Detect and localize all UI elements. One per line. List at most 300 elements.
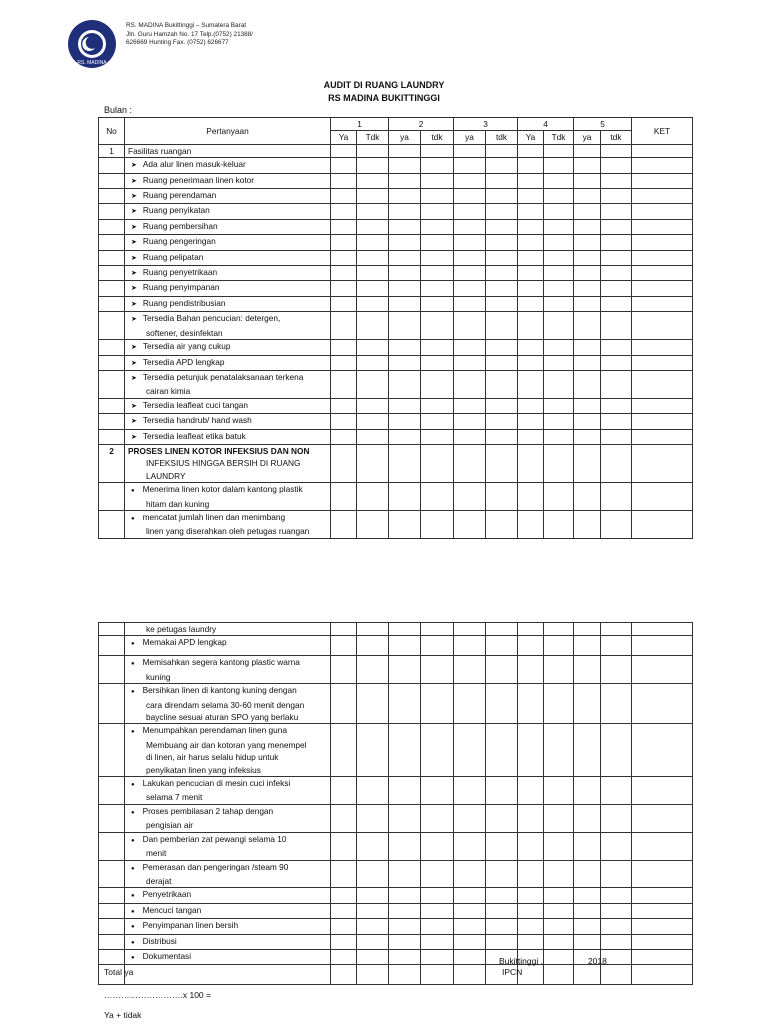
answer-cell[interactable] — [518, 158, 544, 173]
answer-cell[interactable] — [518, 483, 544, 511]
answer-cell[interactable] — [454, 189, 486, 204]
ket-cell[interactable] — [632, 965, 693, 985]
answer-cell[interactable] — [357, 296, 389, 311]
answer-cell[interactable] — [454, 934, 486, 949]
answer-cell[interactable] — [357, 623, 389, 636]
answer-cell[interactable] — [331, 949, 357, 964]
answer-cell[interactable] — [574, 919, 601, 934]
answer-cell[interactable] — [331, 235, 357, 250]
ket-cell[interactable] — [632, 724, 693, 777]
answer-cell[interactable] — [574, 398, 601, 413]
answer-cell[interactable] — [389, 510, 421, 538]
answer-cell[interactable] — [601, 444, 632, 482]
answer-cell[interactable] — [518, 919, 544, 934]
ket-cell[interactable] — [632, 235, 693, 250]
answer-cell[interactable] — [454, 204, 486, 219]
answer-cell[interactable] — [486, 189, 518, 204]
answer-cell[interactable] — [601, 483, 632, 511]
answer-cell[interactable] — [389, 860, 421, 888]
answer-cell[interactable] — [454, 144, 486, 157]
answer-cell[interactable] — [601, 888, 632, 903]
answer-cell[interactable] — [357, 204, 389, 219]
ket-cell[interactable] — [632, 281, 693, 296]
answer-cell[interactable] — [574, 623, 601, 636]
answer-cell[interactable] — [454, 398, 486, 413]
answer-cell[interactable] — [331, 429, 357, 444]
answer-cell[interactable] — [544, 355, 574, 370]
answer-cell[interactable] — [544, 235, 574, 250]
answer-cell[interactable] — [574, 235, 601, 250]
answer-cell[interactable] — [357, 189, 389, 204]
answer-cell[interactable] — [454, 510, 486, 538]
answer-cell[interactable] — [601, 312, 632, 340]
answer-cell[interactable] — [518, 144, 544, 157]
answer-cell[interactable] — [486, 684, 518, 724]
answer-cell[interactable] — [601, 414, 632, 429]
answer-cell[interactable] — [421, 444, 454, 482]
answer-cell[interactable] — [331, 860, 357, 888]
answer-cell[interactable] — [421, 312, 454, 340]
answer-cell[interactable] — [574, 250, 601, 265]
answer-cell[interactable] — [331, 204, 357, 219]
answer-cell[interactable] — [454, 235, 486, 250]
answer-cell[interactable] — [331, 724, 357, 777]
answer-cell[interactable] — [486, 173, 518, 188]
answer-cell[interactable] — [389, 355, 421, 370]
answer-cell[interactable] — [389, 250, 421, 265]
answer-cell[interactable] — [357, 281, 389, 296]
answer-cell[interactable] — [601, 724, 632, 777]
answer-cell[interactable] — [331, 370, 357, 398]
answer-cell[interactable] — [518, 355, 544, 370]
answer-cell[interactable] — [389, 312, 421, 340]
answer-cell[interactable] — [331, 888, 357, 903]
answer-cell[interactable] — [601, 355, 632, 370]
answer-cell[interactable] — [601, 204, 632, 219]
answer-cell[interactable] — [389, 949, 421, 964]
answer-cell[interactable] — [331, 444, 357, 482]
answer-cell[interactable] — [421, 934, 454, 949]
answer-cell[interactable] — [357, 636, 389, 656]
answer-cell[interactable] — [454, 903, 486, 918]
answer-cell[interactable] — [357, 919, 389, 934]
answer-cell[interactable] — [357, 414, 389, 429]
answer-cell[interactable] — [357, 144, 389, 157]
answer-cell[interactable] — [389, 266, 421, 281]
ket-cell[interactable] — [632, 623, 693, 636]
answer-cell[interactable] — [331, 340, 357, 355]
answer-cell[interactable] — [357, 724, 389, 777]
answer-cell[interactable] — [544, 266, 574, 281]
answer-cell[interactable] — [421, 266, 454, 281]
answer-cell[interactable] — [389, 235, 421, 250]
answer-cell[interactable] — [574, 370, 601, 398]
answer-cell[interactable] — [486, 398, 518, 413]
answer-cell[interactable] — [601, 656, 632, 684]
answer-cell[interactable] — [574, 158, 601, 173]
answer-cell[interactable] — [486, 281, 518, 296]
ket-cell[interactable] — [632, 355, 693, 370]
answer-cell[interactable] — [421, 414, 454, 429]
answer-cell[interactable] — [544, 173, 574, 188]
ket-cell[interactable] — [632, 804, 693, 832]
answer-cell[interactable] — [601, 832, 632, 860]
answer-cell[interactable] — [601, 636, 632, 656]
answer-cell[interactable] — [357, 235, 389, 250]
answer-cell[interactable] — [544, 204, 574, 219]
answer-cell[interactable] — [421, 158, 454, 173]
answer-cell[interactable] — [486, 340, 518, 355]
answer-cell[interactable] — [357, 510, 389, 538]
answer-cell[interactable] — [544, 250, 574, 265]
answer-cell[interactable] — [601, 250, 632, 265]
ket-cell[interactable] — [632, 934, 693, 949]
answer-cell[interactable] — [518, 235, 544, 250]
answer-cell[interactable] — [574, 804, 601, 832]
answer-cell[interactable] — [357, 934, 389, 949]
ket-cell[interactable] — [632, 158, 693, 173]
answer-cell[interactable] — [331, 483, 357, 511]
answer-cell[interactable] — [454, 483, 486, 511]
answer-cell[interactable] — [421, 219, 454, 234]
answer-cell[interactable] — [486, 235, 518, 250]
answer-cell[interactable] — [544, 510, 574, 538]
answer-cell[interactable] — [544, 832, 574, 860]
answer-cell[interactable] — [421, 888, 454, 903]
ket-cell[interactable] — [632, 636, 693, 656]
answer-cell[interactable] — [454, 219, 486, 234]
answer-cell[interactable] — [601, 777, 632, 805]
answer-cell[interactable] — [421, 340, 454, 355]
ket-cell[interactable] — [632, 144, 693, 157]
answer-cell[interactable] — [544, 158, 574, 173]
answer-cell[interactable] — [389, 398, 421, 413]
answer-cell[interactable] — [454, 414, 486, 429]
answer-cell[interactable] — [331, 144, 357, 157]
answer-cell[interactable] — [574, 281, 601, 296]
answer-cell[interactable] — [544, 804, 574, 832]
answer-cell[interactable] — [544, 483, 574, 511]
answer-cell[interactable] — [544, 189, 574, 204]
answer-cell[interactable] — [574, 724, 601, 777]
ket-cell[interactable] — [632, 370, 693, 398]
answer-cell[interactable] — [486, 623, 518, 636]
answer-cell[interactable] — [421, 860, 454, 888]
answer-cell[interactable] — [574, 266, 601, 281]
answer-cell[interactable] — [601, 235, 632, 250]
answer-cell[interactable] — [389, 965, 421, 985]
answer-cell[interactable] — [331, 965, 357, 985]
answer-cell[interactable] — [518, 656, 544, 684]
answer-cell[interactable] — [454, 656, 486, 684]
answer-cell[interactable] — [544, 281, 574, 296]
answer-cell[interactable] — [357, 429, 389, 444]
answer-cell[interactable] — [454, 860, 486, 888]
answer-cell[interactable] — [331, 777, 357, 805]
answer-cell[interactable] — [574, 684, 601, 724]
answer-cell[interactable] — [389, 777, 421, 805]
answer-cell[interactable] — [454, 340, 486, 355]
answer-cell[interactable] — [389, 204, 421, 219]
answer-cell[interactable] — [454, 173, 486, 188]
answer-cell[interactable] — [486, 414, 518, 429]
ket-cell[interactable] — [632, 903, 693, 918]
answer-cell[interactable] — [421, 965, 454, 985]
answer-cell[interactable] — [331, 919, 357, 934]
answer-cell[interactable] — [486, 636, 518, 656]
answer-cell[interactable] — [574, 888, 601, 903]
answer-cell[interactable] — [574, 312, 601, 340]
answer-cell[interactable] — [486, 444, 518, 482]
answer-cell[interactable] — [454, 919, 486, 934]
answer-cell[interactable] — [518, 414, 544, 429]
answer-cell[interactable] — [389, 656, 421, 684]
answer-cell[interactable] — [544, 965, 574, 985]
answer-cell[interactable] — [357, 684, 389, 724]
ket-cell[interactable] — [632, 219, 693, 234]
answer-cell[interactable] — [601, 623, 632, 636]
answer-cell[interactable] — [601, 684, 632, 724]
answer-cell[interactable] — [486, 355, 518, 370]
answer-cell[interactable] — [486, 804, 518, 832]
answer-cell[interactable] — [389, 414, 421, 429]
ket-cell[interactable] — [632, 189, 693, 204]
answer-cell[interactable] — [544, 219, 574, 234]
answer-cell[interactable] — [486, 888, 518, 903]
answer-cell[interactable] — [421, 281, 454, 296]
answer-cell[interactable] — [486, 903, 518, 918]
answer-cell[interactable] — [389, 483, 421, 511]
answer-cell[interactable] — [601, 158, 632, 173]
answer-cell[interactable] — [421, 636, 454, 656]
answer-cell[interactable] — [544, 623, 574, 636]
answer-cell[interactable] — [421, 724, 454, 777]
answer-cell[interactable] — [544, 860, 574, 888]
answer-cell[interactable] — [357, 949, 389, 964]
answer-cell[interactable] — [518, 684, 544, 724]
ket-cell[interactable] — [632, 266, 693, 281]
answer-cell[interactable] — [601, 429, 632, 444]
ket-cell[interactable] — [632, 398, 693, 413]
answer-cell[interactable] — [486, 832, 518, 860]
answer-cell[interactable] — [601, 219, 632, 234]
answer-cell[interactable] — [574, 355, 601, 370]
answer-cell[interactable] — [389, 444, 421, 482]
answer-cell[interactable] — [357, 355, 389, 370]
ket-cell[interactable] — [632, 340, 693, 355]
answer-cell[interactable] — [486, 656, 518, 684]
answer-cell[interactable] — [421, 656, 454, 684]
answer-cell[interactable] — [574, 777, 601, 805]
answer-cell[interactable] — [518, 444, 544, 482]
answer-cell[interactable] — [601, 281, 632, 296]
answer-cell[interactable] — [486, 219, 518, 234]
ket-cell[interactable] — [632, 510, 693, 538]
answer-cell[interactable] — [357, 158, 389, 173]
answer-cell[interactable] — [574, 414, 601, 429]
answer-cell[interactable] — [331, 934, 357, 949]
answer-cell[interactable] — [389, 804, 421, 832]
ket-cell[interactable] — [632, 173, 693, 188]
answer-cell[interactable] — [454, 832, 486, 860]
answer-cell[interactable] — [357, 777, 389, 805]
answer-cell[interactable] — [389, 832, 421, 860]
answer-cell[interactable] — [454, 684, 486, 724]
answer-cell[interactable] — [454, 444, 486, 482]
answer-cell[interactable] — [544, 414, 574, 429]
answer-cell[interactable] — [544, 777, 574, 805]
answer-cell[interactable] — [544, 934, 574, 949]
answer-cell[interactable] — [421, 777, 454, 805]
answer-cell[interactable] — [357, 965, 389, 985]
answer-cell[interactable] — [544, 656, 574, 684]
answer-cell[interactable] — [454, 296, 486, 311]
answer-cell[interactable] — [544, 296, 574, 311]
answer-cell[interactable] — [421, 370, 454, 398]
answer-cell[interactable] — [389, 189, 421, 204]
answer-cell[interactable] — [454, 636, 486, 656]
answer-cell[interactable] — [601, 266, 632, 281]
answer-cell[interactable] — [389, 919, 421, 934]
answer-cell[interactable] — [574, 860, 601, 888]
answer-cell[interactable] — [518, 903, 544, 918]
answer-cell[interactable] — [601, 189, 632, 204]
answer-cell[interactable] — [357, 483, 389, 511]
answer-cell[interactable] — [454, 724, 486, 777]
answer-cell[interactable] — [518, 312, 544, 340]
answer-cell[interactable] — [331, 189, 357, 204]
answer-cell[interactable] — [357, 173, 389, 188]
answer-cell[interactable] — [357, 444, 389, 482]
answer-cell[interactable] — [421, 919, 454, 934]
answer-cell[interactable] — [544, 312, 574, 340]
answer-cell[interactable] — [574, 296, 601, 311]
answer-cell[interactable] — [331, 636, 357, 656]
answer-cell[interactable] — [421, 204, 454, 219]
answer-cell[interactable] — [421, 429, 454, 444]
answer-cell[interactable] — [357, 250, 389, 265]
answer-cell[interactable] — [544, 724, 574, 777]
answer-cell[interactable] — [454, 777, 486, 805]
answer-cell[interactable] — [389, 934, 421, 949]
ket-cell[interactable] — [632, 250, 693, 265]
answer-cell[interactable] — [574, 656, 601, 684]
answer-cell[interactable] — [486, 370, 518, 398]
answer-cell[interactable] — [357, 832, 389, 860]
ket-cell[interactable] — [632, 888, 693, 903]
answer-cell[interactable] — [544, 340, 574, 355]
answer-cell[interactable] — [601, 398, 632, 413]
answer-cell[interactable] — [331, 355, 357, 370]
answer-cell[interactable] — [601, 510, 632, 538]
answer-cell[interactable] — [574, 483, 601, 511]
answer-cell[interactable] — [454, 355, 486, 370]
ket-cell[interactable] — [632, 429, 693, 444]
answer-cell[interactable] — [357, 340, 389, 355]
ket-cell[interactable] — [632, 684, 693, 724]
answer-cell[interactable] — [574, 934, 601, 949]
answer-cell[interactable] — [421, 235, 454, 250]
ket-cell[interactable] — [632, 949, 693, 964]
answer-cell[interactable] — [518, 398, 544, 413]
answer-cell[interactable] — [357, 266, 389, 281]
answer-cell[interactable] — [544, 636, 574, 656]
answer-cell[interactable] — [454, 158, 486, 173]
answer-cell[interactable] — [574, 832, 601, 860]
answer-cell[interactable] — [331, 414, 357, 429]
answer-cell[interactable] — [518, 832, 544, 860]
answer-cell[interactable] — [518, 189, 544, 204]
answer-cell[interactable] — [421, 173, 454, 188]
answer-cell[interactable] — [518, 777, 544, 805]
answer-cell[interactable] — [357, 903, 389, 918]
answer-cell[interactable] — [331, 158, 357, 173]
answer-cell[interactable] — [357, 312, 389, 340]
answer-cell[interactable] — [518, 296, 544, 311]
answer-cell[interactable] — [421, 189, 454, 204]
answer-cell[interactable] — [486, 312, 518, 340]
answer-cell[interactable] — [518, 266, 544, 281]
answer-cell[interactable] — [486, 204, 518, 219]
answer-cell[interactable] — [518, 173, 544, 188]
answer-cell[interactable] — [331, 804, 357, 832]
answer-cell[interactable] — [601, 173, 632, 188]
answer-cell[interactable] — [421, 832, 454, 860]
ket-cell[interactable] — [632, 483, 693, 511]
answer-cell[interactable] — [601, 144, 632, 157]
answer-cell[interactable] — [518, 370, 544, 398]
answer-cell[interactable] — [544, 919, 574, 934]
ket-cell[interactable] — [632, 312, 693, 340]
answer-cell[interactable] — [389, 173, 421, 188]
answer-cell[interactable] — [518, 429, 544, 444]
answer-cell[interactable] — [574, 965, 601, 985]
answer-cell[interactable] — [486, 266, 518, 281]
answer-cell[interactable] — [574, 204, 601, 219]
answer-cell[interactable] — [574, 429, 601, 444]
answer-cell[interactable] — [389, 340, 421, 355]
ket-cell[interactable] — [632, 204, 693, 219]
answer-cell[interactable] — [544, 903, 574, 918]
answer-cell[interactable] — [574, 340, 601, 355]
ket-cell[interactable] — [632, 444, 693, 482]
answer-cell[interactable] — [486, 919, 518, 934]
answer-cell[interactable] — [486, 158, 518, 173]
answer-cell[interactable] — [454, 965, 486, 985]
answer-cell[interactable] — [421, 623, 454, 636]
answer-cell[interactable] — [544, 684, 574, 724]
answer-cell[interactable] — [544, 949, 574, 964]
answer-cell[interactable] — [454, 312, 486, 340]
answer-cell[interactable] — [518, 860, 544, 888]
answer-cell[interactable] — [357, 888, 389, 903]
answer-cell[interactable] — [574, 510, 601, 538]
answer-cell[interactable] — [421, 355, 454, 370]
answer-cell[interactable] — [389, 888, 421, 903]
answer-cell[interactable] — [421, 250, 454, 265]
answer-cell[interactable] — [518, 934, 544, 949]
answer-cell[interactable] — [389, 219, 421, 234]
answer-cell[interactable] — [389, 636, 421, 656]
answer-cell[interactable] — [454, 250, 486, 265]
answer-cell[interactable] — [454, 266, 486, 281]
ket-cell[interactable] — [632, 656, 693, 684]
answer-cell[interactable] — [331, 623, 357, 636]
answer-cell[interactable] — [357, 219, 389, 234]
answer-cell[interactable] — [518, 888, 544, 903]
answer-cell[interactable] — [574, 144, 601, 157]
answer-cell[interactable] — [331, 173, 357, 188]
